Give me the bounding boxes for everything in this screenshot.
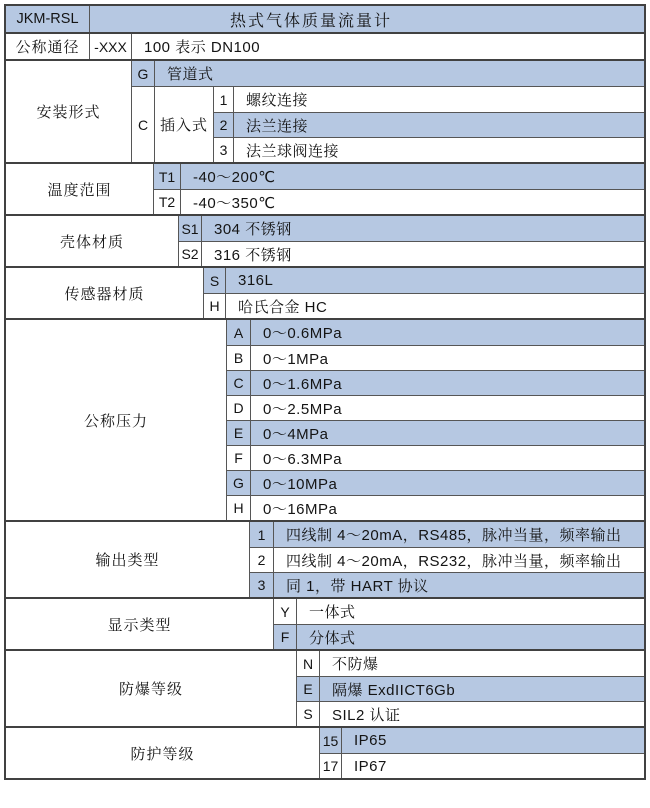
option-row	[297, 676, 644, 701]
option-row	[204, 268, 644, 293]
option-row	[214, 87, 644, 112]
option-desc: 304 不锈钢	[214, 221, 292, 238]
option-desc: 分体式	[309, 629, 356, 647]
option-code: 3	[214, 138, 234, 162]
option-code: C	[132, 87, 155, 162]
option-row	[274, 599, 644, 624]
option-code: Y	[274, 599, 297, 624]
section-sensor-material	[6, 266, 644, 318]
option-code: B	[227, 346, 251, 370]
option-row	[250, 547, 644, 572]
option-row	[132, 61, 644, 86]
option-code: 3	[250, 573, 274, 597]
option-row	[227, 495, 644, 520]
option-code: E	[227, 421, 251, 445]
model-code-cell: JKM-RSL	[6, 6, 90, 32]
option-row	[227, 345, 644, 370]
section-protection-rating	[6, 726, 644, 778]
option-row	[179, 241, 644, 266]
section-temperature-range	[6, 162, 644, 214]
section-label: 壳体材质	[6, 216, 179, 266]
section-label: 输出类型	[6, 522, 250, 597]
option-code: S	[204, 268, 226, 293]
option-row	[227, 320, 644, 345]
option-desc: 四线制 4～20mA，RS232，脉冲当量，频率输出	[286, 552, 622, 570]
option-desc: 不防爆	[332, 656, 379, 673]
section-installation-type	[6, 59, 644, 162]
section-explosion-proof-rating	[6, 649, 644, 726]
option-desc: SIL2 认证	[332, 706, 401, 724]
option-desc: IP67	[354, 757, 387, 775]
section-nominal-pressure	[6, 318, 644, 520]
option-code: T1	[154, 164, 181, 189]
option-row	[227, 470, 644, 495]
option-code: F	[227, 446, 251, 470]
option-row	[227, 445, 644, 470]
option-desc: 316 不锈钢	[214, 246, 292, 264]
section-label: 显示类型	[6, 599, 274, 649]
product-title: 热式气体质量流量计	[90, 6, 644, 32]
option-row	[90, 34, 644, 59]
option-desc: 法兰球阀连接	[246, 142, 340, 160]
option-code: 1	[214, 87, 234, 112]
insertion-type-group	[132, 86, 644, 162]
option-desc: IP65	[354, 732, 387, 749]
section-housing-material	[6, 214, 644, 266]
option-code: C	[227, 371, 251, 395]
section-label: 防护等级	[6, 728, 320, 778]
section-label: 公称压力	[6, 320, 227, 520]
option-desc: 0～1MPa	[263, 350, 329, 368]
option-row	[320, 753, 644, 778]
option-desc: 0～0.6MPa	[263, 325, 343, 342]
model-selection-table	[4, 4, 646, 780]
option-desc: 0～2.5MPa	[263, 400, 343, 418]
option-row	[179, 216, 644, 241]
option-row	[214, 112, 644, 137]
option-code: H	[227, 496, 251, 520]
section-label: 安装形式	[6, 61, 132, 162]
header-row	[6, 6, 644, 32]
option-code: F	[274, 625, 297, 649]
section-nominal-diameter	[6, 32, 644, 59]
option-desc: 316L	[238, 272, 274, 289]
section-label: 温度范围	[6, 164, 154, 214]
option-desc: 四线制 4～20mA，RS485，脉冲当量，频率输出	[286, 527, 622, 544]
option-row	[154, 189, 644, 214]
option-code: E	[297, 677, 320, 701]
insertion-type-label: 插入式	[155, 87, 214, 162]
option-code: S2	[179, 242, 202, 266]
option-row	[214, 137, 644, 162]
option-desc: 0～4MPa	[263, 425, 329, 443]
option-desc: 0～16MPa	[263, 500, 338, 518]
option-desc: 0～10MPa	[263, 475, 338, 493]
option-row	[204, 293, 644, 318]
option-code: T2	[154, 190, 181, 214]
option-code: 2	[214, 113, 234, 137]
option-row	[297, 701, 644, 726]
option-row	[227, 420, 644, 445]
option-code: G	[132, 61, 155, 86]
option-code: H	[204, 294, 226, 318]
option-row	[297, 651, 644, 676]
option-desc: -40～200℃	[193, 169, 276, 186]
option-row	[320, 728, 644, 753]
option-code: S1	[179, 216, 202, 241]
option-row	[274, 624, 644, 649]
option-code: -XXX	[90, 34, 132, 59]
option-code: 17	[320, 754, 342, 778]
section-output-type	[6, 520, 644, 597]
option-desc: 0～6.3MPa	[263, 450, 343, 468]
option-desc: 一体式	[309, 604, 356, 621]
section-label: 传感器材质	[6, 268, 204, 318]
option-row	[154, 164, 644, 189]
option-desc: 100 表示 DN100	[144, 39, 261, 56]
option-code: D	[227, 396, 251, 420]
option-code: G	[227, 471, 251, 495]
section-label: 公称通径	[6, 34, 90, 59]
option-code: 1	[250, 522, 274, 547]
option-desc: 螺纹连接	[246, 92, 309, 109]
option-desc: 法兰连接	[246, 117, 309, 135]
option-desc: 哈氏合金 HC	[238, 298, 328, 316]
option-desc: 同 1，带 HART 协议	[286, 577, 429, 595]
section-label: 防爆等级	[6, 651, 297, 726]
option-code: N	[297, 651, 320, 676]
option-desc: 管道式	[167, 66, 214, 83]
option-row	[250, 572, 644, 597]
option-code: S	[297, 702, 320, 726]
option-row	[227, 370, 644, 395]
option-code: 15	[320, 728, 342, 753]
option-desc: 隔爆 ExdIICT6Gb	[332, 681, 456, 699]
option-code: 2	[250, 548, 274, 572]
option-desc: 0～1.6MPa	[263, 375, 343, 393]
option-code: A	[227, 320, 251, 345]
section-display-type	[6, 597, 644, 649]
option-row	[250, 522, 644, 547]
option-desc: -40～350℃	[193, 194, 276, 212]
option-row	[227, 395, 644, 420]
